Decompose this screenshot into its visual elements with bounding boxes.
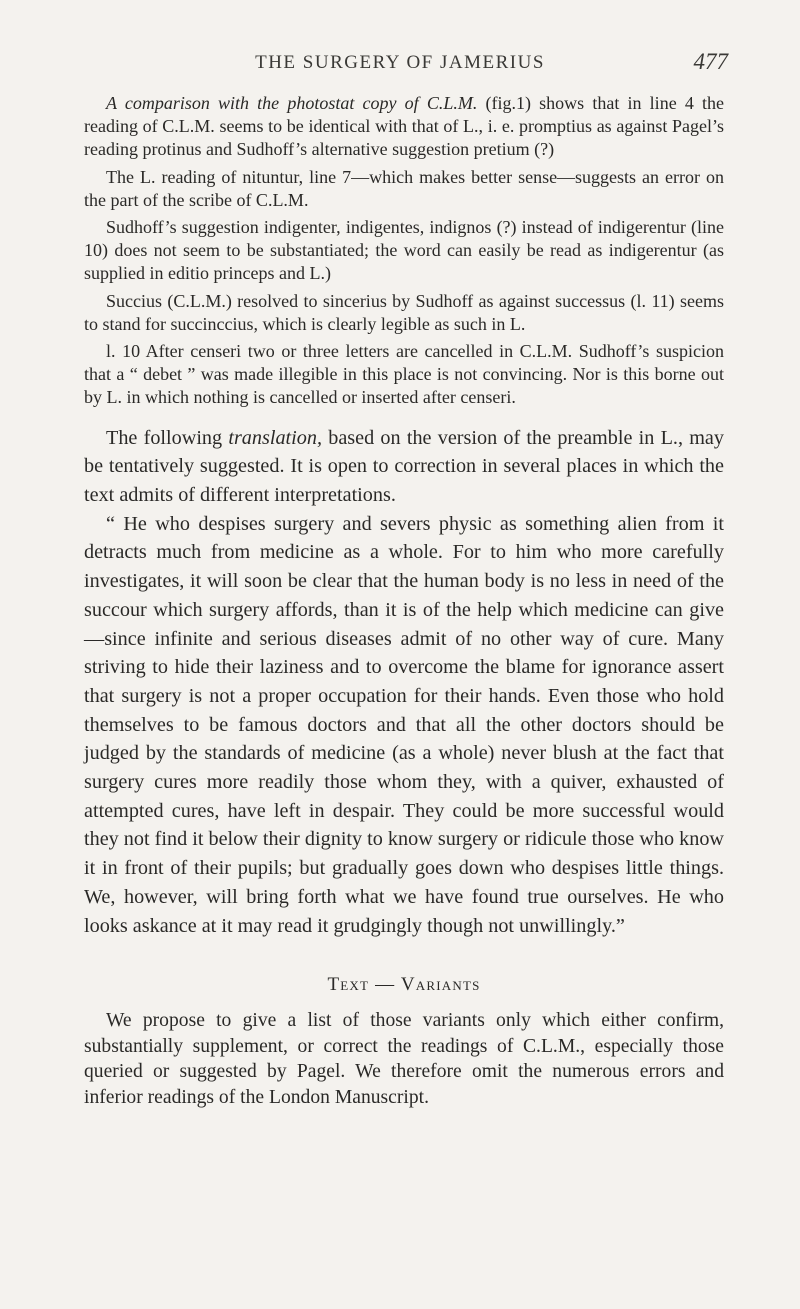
running-title: THE SURGERY OF JAMERIUS (255, 52, 545, 73)
page-number: 477 (693, 49, 728, 74)
note-paragraph-4 (84, 290, 724, 336)
note-text: l. 10 After censeri two or three letters are cancelled in C.L.M. Sudhoff’s suspicion that a “ debet ” was made illegible in this place is not convincing. Nor is this borne out by L. in which nothing is cancelled or inserted after censeri. (84, 341, 724, 408)
note-paragraph-1 (84, 92, 724, 162)
body-text (84, 92, 724, 1111)
section-heading: Text — Variants (327, 974, 481, 996)
note-text: The L. reading of nituntur, line 7—which makes better sense—suggests an error on the part of the scribe of C.L.M. (84, 166, 724, 210)
translation-intro-before: The following (106, 426, 229, 449)
translation-intro-italic: translation, (228, 426, 323, 449)
translation-intro (84, 424, 724, 510)
note-paragraph-3 (84, 216, 724, 286)
note-paragraph-2 (84, 166, 724, 212)
note-text: Succius (C.L.M.) resolved to sincerius by Sudhoff as against successus (l. 11) seems to stand for succinccius, which is clearly legible as such in L. (84, 290, 724, 334)
note-text: Sudhoff’s suggestion indigenter, indigentes, indignos (?) instead of indigerentur (line 10) does not seem to be substantiated; the word can easily be read as indigerentur (as supplied in editio princeps and L.) (84, 217, 724, 284)
translation-quote: “ He who despises surgery and severs physic as something alien from it detracts much from medicine as a whole. For to him who more carefully investigates, it will soon be clear that the human body is no less in need of the succour which surgery affords, than it is of the help which medicine can give—since infinite and serious diseases admit of no other way of cure. Many striving to hide their laziness and to overcome the blame for ignorance assert that surgery is not a proper occupation for their hands. Even those who hold themselves to be famous doctors and that all the other doctors should be judged by the standards of medicine (as a whole) never blush at the fact that surgery cures more readily those whom they, with a quiver, exhausted of attempted cures, have left in despair. They could be more successful would they not find it below their dignity to know surgery or ridicule those who know it in front of their pupils; but gradually goes down who despises little things. We, however, will bring forth what we have found true ourselves. He who looks askance at it may read it grudgingly though not unwillingly.” (84, 512, 724, 937)
note-italic-lead: A comparison with the photostat copy of C.L.M. (106, 93, 478, 113)
note-text: (fig.1) shows that in line 4 the reading of C.L.M. seems to be identical with that of L., i. e. promptius as against Pagel’s reading protinus and Sudhoff’s alternative suggestion pretium (?) (84, 93, 725, 160)
section-paragraph: We propose to give a list of those variants only which either confirm, substantially supplement, or correct the readings of C.L.M., especially those queried or suggested by Pagel. We therefore omit the numerous errors and inferior readings of the London Manuscript. (84, 1010, 724, 1109)
note-paragraph-5 (84, 340, 724, 410)
running-head (0, 49, 800, 82)
translation-intro-after: based on the version of the preamble in L., may be tentatively suggested. It is open to correction in several places in which the text admits of different interpretations. (84, 426, 724, 507)
